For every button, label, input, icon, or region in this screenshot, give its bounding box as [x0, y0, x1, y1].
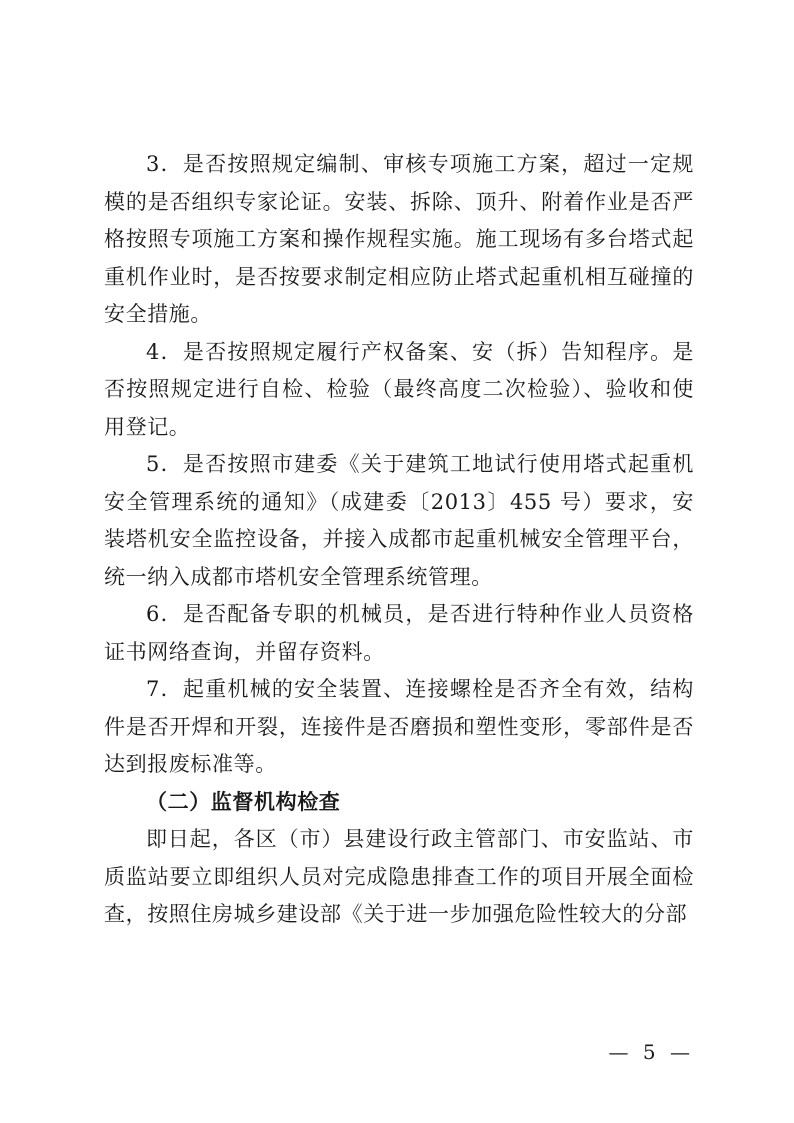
- closing-paragraph: 即日起，各区（市）县建设行政主管部门、市安监站、市质监站要立即组织人员对完成隐患排查工作的项目开展全面检查，按照住房城乡建设部《关于进一步加强危险性较大的分部: [104, 827, 694, 926]
- paragraph-item-7: 7．起重机械的安全装置、连接螺栓是否齐全有效，结构件是否开焊和开裂，连接件是否磨损和塑性变形，零部件是否达到报废标准等。: [104, 677, 694, 776]
- paragraph-item-5: 5．是否按照市建委《关于建筑工地试行使用塔式起重机安全管理系统的通知》（成建委〔2013〕455 号）要求，安装塔机安全监控设备，并接入成都市起重机械安全管理平台，统一纳入成都市塔机安全管理系统管理。: [104, 452, 694, 589]
- paragraph-item-6: 6．是否配备专职的机械员，是否进行特种作业人员资格证书网络查询，并留存资料。: [104, 602, 694, 664]
- paragraph-item-4: 4．是否按照规定履行产权备案、安（拆）告知程序。是否按照规定进行自检、检验（最终高度二次检验）、验收和使用登记。: [104, 339, 694, 439]
- page-number: — 5 —: [608, 1040, 694, 1064]
- section-heading: （二）监督机构检查: [146, 789, 341, 814]
- paragraph-item-3: 3．是否按照规定编制、审核专项施工方案，超过一定规模的是否组织专家论证。安装、拆除、顶升、附着作业是否严格按照专项施工方案和操作规程实施。施工现场有多台塔式起重机作业时，是否按要求制定相应防止塔式起重机相互碰撞的安全措施。: [104, 152, 694, 326]
- document-body: [104, 146, 694, 934]
